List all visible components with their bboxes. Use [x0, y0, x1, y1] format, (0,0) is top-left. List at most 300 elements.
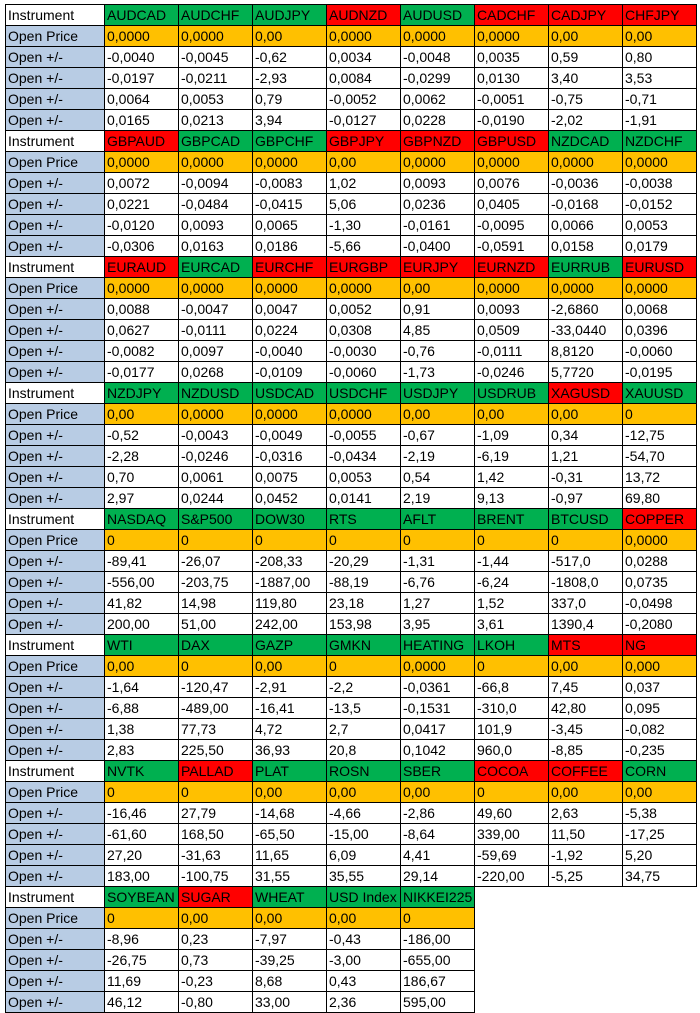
open-change-cell[interactable]: -517,0 [549, 551, 623, 572]
open-change-cell[interactable]: 0,0288 [623, 551, 697, 572]
open-change-label-cell[interactable]: Open +/- [6, 971, 105, 992]
open-change-cell[interactable]: 0,34 [549, 425, 623, 446]
open-change-cell[interactable]: -3,45 [549, 719, 623, 740]
open-price-label-cell[interactable]: Open Price [6, 530, 105, 551]
open-price-cell[interactable]: 0,0000 [253, 404, 327, 425]
open-change-cell[interactable]: 0,79 [253, 89, 327, 110]
open-price-cell[interactable]: 0,0000 [327, 26, 401, 47]
open-change-label-cell[interactable]: Open +/- [6, 467, 105, 488]
open-price-cell[interactable]: 0 [179, 530, 253, 551]
open-change-cell[interactable]: -0,0043 [179, 425, 253, 446]
open-change-cell[interactable]: -2,93 [253, 68, 327, 89]
open-change-cell[interactable]: 0,0064 [105, 89, 179, 110]
open-change-label-cell[interactable]: Open +/- [6, 929, 105, 950]
open-change-cell[interactable]: -2,91 [253, 677, 327, 698]
open-change-label-cell[interactable]: Open +/- [6, 719, 105, 740]
open-change-cell[interactable]: -0,0049 [253, 425, 327, 446]
open-change-cell[interactable]: -66,8 [475, 677, 549, 698]
instrument-name-cell[interactable]: MTS [549, 635, 623, 656]
open-price-cell[interactable]: 0 [105, 908, 179, 929]
open-change-cell[interactable]: 0,73 [179, 950, 253, 971]
open-price-cell[interactable]: 0,0000 [179, 152, 253, 173]
open-change-cell[interactable]: 0,0068 [623, 299, 697, 320]
open-price-cell[interactable]: 0 [475, 656, 549, 677]
open-change-cell[interactable]: 35,55 [327, 866, 401, 887]
open-change-cell[interactable]: 0,80 [623, 47, 697, 68]
open-change-cell[interactable]: -2,28 [105, 446, 179, 467]
open-change-cell[interactable]: -0,0415 [253, 194, 327, 215]
instrument-name-cell[interactable]: NZDJPY [105, 383, 179, 404]
open-change-cell[interactable]: 36,93 [253, 740, 327, 761]
open-price-cell[interactable]: 0,00 [549, 26, 623, 47]
open-change-cell[interactable]: -0,0434 [327, 446, 401, 467]
instrument-name-cell[interactable]: USDRUB [475, 383, 549, 404]
open-change-cell[interactable]: 31,55 [253, 866, 327, 887]
open-change-cell[interactable]: -0,0111 [179, 320, 253, 341]
open-change-cell[interactable]: -0,97 [549, 488, 623, 509]
open-change-label-cell[interactable]: Open +/- [6, 593, 105, 614]
open-change-cell[interactable]: 2,36 [327, 992, 401, 1013]
open-change-cell[interactable]: 0,0075 [253, 467, 327, 488]
open-price-cell[interactable]: 0,00 [401, 782, 475, 803]
instrument-name-cell[interactable]: RTS [327, 509, 401, 530]
open-change-cell[interactable]: 77,73 [179, 719, 253, 740]
open-change-cell[interactable]: -310,0 [475, 698, 549, 719]
open-change-cell[interactable]: -0,0168 [549, 194, 623, 215]
instrument-label-cell[interactable]: Instrument [6, 509, 105, 530]
open-change-cell[interactable]: -0,0161 [401, 215, 475, 236]
open-change-cell[interactable]: 0,0130 [475, 68, 549, 89]
open-change-cell[interactable]: -0,082 [623, 719, 697, 740]
open-price-cell[interactable]: 0,00 [105, 404, 179, 425]
instrument-label-cell[interactable]: Instrument [6, 761, 105, 782]
open-change-label-cell[interactable]: Open +/- [6, 89, 105, 110]
open-change-cell[interactable]: -203,75 [179, 572, 253, 593]
open-change-cell[interactable]: -14,68 [253, 803, 327, 824]
open-change-cell[interactable]: -1,64 [105, 677, 179, 698]
open-change-cell[interactable]: -0,62 [253, 47, 327, 68]
open-change-cell[interactable]: 0,0072 [105, 173, 179, 194]
open-change-cell[interactable]: -6,76 [401, 572, 475, 593]
open-price-cell[interactable]: 0,0000 [253, 152, 327, 173]
open-change-label-cell[interactable]: Open +/- [6, 320, 105, 341]
open-price-cell[interactable]: 0,00 [549, 656, 623, 677]
open-change-cell[interactable]: -0,0083 [253, 173, 327, 194]
open-change-label-cell[interactable]: Open +/- [6, 425, 105, 446]
open-change-cell[interactable]: 3,95 [401, 614, 475, 635]
instrument-name-cell[interactable]: SUGAR [179, 887, 253, 908]
open-change-cell[interactable]: 0,0062 [401, 89, 475, 110]
open-change-cell[interactable]: -2,86 [401, 803, 475, 824]
open-change-cell[interactable]: -6,19 [475, 446, 549, 467]
open-change-cell[interactable]: -16,41 [253, 698, 327, 719]
open-change-cell[interactable]: 27,79 [179, 803, 253, 824]
open-change-cell[interactable]: -54,70 [623, 446, 697, 467]
open-change-cell[interactable]: -0,0361 [401, 677, 475, 698]
open-change-cell[interactable]: 0,0308 [327, 320, 401, 341]
open-change-cell[interactable]: -1,44 [475, 551, 549, 572]
open-change-cell[interactable]: -0,235 [623, 740, 697, 761]
open-change-cell[interactable]: 5,20 [623, 845, 697, 866]
open-change-cell[interactable]: 242,00 [253, 614, 327, 635]
open-change-cell[interactable]: 11,69 [105, 971, 179, 992]
open-change-cell[interactable]: 0,0236 [401, 194, 475, 215]
instrument-name-cell[interactable]: HEATING [401, 635, 475, 656]
instrument-name-cell[interactable]: EURCHF [253, 257, 327, 278]
open-price-cell[interactable]: 0,0000 [179, 26, 253, 47]
open-change-cell[interactable]: 0,0268 [179, 362, 253, 383]
instrument-name-cell[interactable]: AUDCAD [105, 5, 179, 26]
open-price-cell[interactable]: 0 [105, 530, 179, 551]
instrument-name-cell[interactable]: SBER [401, 761, 475, 782]
open-price-cell[interactable]: 0,0000 [475, 152, 549, 173]
open-change-cell[interactable]: 3,61 [475, 614, 549, 635]
open-change-cell[interactable]: -0,67 [401, 425, 475, 446]
instrument-name-cell[interactable]: BTCUSD [549, 509, 623, 530]
open-change-cell[interactable]: 0,0509 [475, 320, 549, 341]
open-change-cell[interactable]: 337,0 [549, 593, 623, 614]
open-change-cell[interactable]: -12,75 [623, 425, 697, 446]
open-price-cell[interactable]: 0 [179, 656, 253, 677]
open-change-cell[interactable]: 2,97 [105, 488, 179, 509]
open-change-cell[interactable]: -0,0246 [179, 446, 253, 467]
open-change-cell[interactable]: 119,80 [253, 593, 327, 614]
open-change-cell[interactable]: 2,63 [549, 803, 623, 824]
open-price-cell[interactable]: 0,00 [253, 782, 327, 803]
instrument-name-cell[interactable]: DAX [179, 635, 253, 656]
open-price-cell[interactable]: 0,0000 [327, 404, 401, 425]
open-change-cell[interactable]: 0,0452 [253, 488, 327, 509]
open-change-label-cell[interactable]: Open +/- [6, 845, 105, 866]
open-change-cell[interactable]: -0,0190 [475, 110, 549, 131]
open-change-cell[interactable]: 69,80 [623, 488, 697, 509]
open-change-cell[interactable]: 0,0097 [179, 341, 253, 362]
open-change-cell[interactable]: -0,0498 [623, 593, 697, 614]
open-price-cell[interactable]: 0,0000 [105, 278, 179, 299]
instrument-name-cell[interactable]: EURUSD [623, 257, 697, 278]
open-change-label-cell[interactable]: Open +/- [6, 950, 105, 971]
open-change-label-cell[interactable]: Open +/- [6, 47, 105, 68]
open-change-cell[interactable]: -17,25 [623, 824, 697, 845]
open-change-cell[interactable]: 0,0405 [475, 194, 549, 215]
open-change-cell[interactable]: 0,0179 [623, 236, 697, 257]
open-change-cell[interactable]: -0,0036 [549, 173, 623, 194]
open-change-cell[interactable]: -26,75 [105, 950, 179, 971]
open-change-cell[interactable]: -15,00 [327, 824, 401, 845]
open-price-label-cell[interactable]: Open Price [6, 278, 105, 299]
open-change-cell[interactable]: -0,71 [623, 89, 697, 110]
open-change-cell[interactable]: 225,50 [179, 740, 253, 761]
open-change-cell[interactable]: 0,0627 [105, 320, 179, 341]
instrument-name-cell[interactable]: GBPUSD [475, 131, 549, 152]
open-change-cell[interactable]: 0,0158 [549, 236, 623, 257]
instrument-name-cell[interactable]: EURJPY [401, 257, 475, 278]
open-change-cell[interactable]: -0,0060 [327, 362, 401, 383]
open-price-cell[interactable]: 0,0000 [401, 26, 475, 47]
open-change-cell[interactable]: 0,0093 [401, 173, 475, 194]
open-change-cell[interactable]: -8,85 [549, 740, 623, 761]
open-change-cell[interactable]: 0,23 [179, 929, 253, 950]
open-change-cell[interactable]: -7,97 [253, 929, 327, 950]
open-change-label-cell[interactable]: Open +/- [6, 236, 105, 257]
open-change-cell[interactable]: -0,31 [549, 467, 623, 488]
instrument-name-cell[interactable]: LKOH [475, 635, 549, 656]
open-change-cell[interactable]: -1,31 [401, 551, 475, 572]
open-price-cell[interactable]: 0,00 [623, 26, 697, 47]
open-change-cell[interactable]: 0,0061 [179, 467, 253, 488]
open-change-cell[interactable]: 0,0053 [327, 467, 401, 488]
open-change-cell[interactable]: -5,25 [549, 866, 623, 887]
open-change-cell[interactable]: 595,00 [401, 992, 475, 1013]
instrument-name-cell[interactable]: NZDUSD [179, 383, 253, 404]
open-change-cell[interactable]: 0,037 [623, 677, 697, 698]
open-change-cell[interactable]: -2,6860 [549, 299, 623, 320]
open-change-cell[interactable]: -59,69 [475, 845, 549, 866]
open-change-cell[interactable]: -2,02 [549, 110, 623, 131]
open-price-cell[interactable]: 0,0000 [105, 26, 179, 47]
open-change-cell[interactable]: 4,72 [253, 719, 327, 740]
open-change-cell[interactable]: 20,8 [327, 740, 401, 761]
open-change-cell[interactable]: 0,095 [623, 698, 697, 719]
open-price-cell[interactable]: 0,00 [623, 782, 697, 803]
instrument-name-cell[interactable]: DOW30 [253, 509, 327, 530]
open-price-label-cell[interactable]: Open Price [6, 782, 105, 803]
open-change-cell[interactable]: -8,64 [401, 824, 475, 845]
open-change-cell[interactable]: 0,0735 [623, 572, 697, 593]
open-change-cell[interactable]: 0,0035 [475, 47, 549, 68]
open-change-cell[interactable]: -0,0030 [327, 341, 401, 362]
instrument-name-cell[interactable]: COFFEE [549, 761, 623, 782]
open-change-cell[interactable]: 1,02 [327, 173, 401, 194]
open-price-cell[interactable]: 0,00 [401, 404, 475, 425]
instrument-name-cell[interactable]: EURRUB [549, 257, 623, 278]
instrument-name-cell[interactable]: AUDNZD [327, 5, 401, 26]
open-change-cell[interactable]: -4,66 [327, 803, 401, 824]
open-change-label-cell[interactable]: Open +/- [6, 110, 105, 131]
open-change-cell[interactable]: 27,20 [105, 845, 179, 866]
instrument-label-cell[interactable]: Instrument [6, 383, 105, 404]
open-price-label-cell[interactable]: Open Price [6, 404, 105, 425]
instrument-name-cell[interactable]: NG [623, 635, 697, 656]
instrument-name-cell[interactable]: CADJPY [549, 5, 623, 26]
instrument-name-cell[interactable]: NASDAQ [105, 509, 179, 530]
open-change-cell[interactable]: -0,0484 [179, 194, 253, 215]
open-price-label-cell[interactable]: Open Price [6, 26, 105, 47]
instrument-name-cell[interactable]: COCOA [475, 761, 549, 782]
open-change-cell[interactable]: -0,0040 [105, 47, 179, 68]
open-change-cell[interactable]: -39,25 [253, 950, 327, 971]
open-price-cell[interactable]: 0,0000 [401, 656, 475, 677]
open-change-cell[interactable]: -61,60 [105, 824, 179, 845]
open-change-cell[interactable]: 13,72 [623, 467, 697, 488]
open-change-cell[interactable]: 3,40 [549, 68, 623, 89]
open-change-cell[interactable]: 7,45 [549, 677, 623, 698]
open-change-cell[interactable]: -0,0177 [105, 362, 179, 383]
open-price-cell[interactable]: 0,00 [253, 656, 327, 677]
open-change-label-cell[interactable]: Open +/- [6, 614, 105, 635]
open-change-cell[interactable]: -0,0197 [105, 68, 179, 89]
open-change-cell[interactable]: -0,75 [549, 89, 623, 110]
open-change-cell[interactable]: -0,0048 [401, 47, 475, 68]
instrument-name-cell[interactable]: CHFJPY [623, 5, 697, 26]
open-change-cell[interactable]: 34,75 [623, 866, 697, 887]
open-change-cell[interactable]: 0,0093 [475, 299, 549, 320]
open-change-cell[interactable]: 6,09 [327, 845, 401, 866]
open-change-cell[interactable]: -0,0400 [401, 236, 475, 257]
open-change-cell[interactable]: -0,80 [179, 992, 253, 1013]
open-change-cell[interactable]: -2,2 [327, 677, 401, 698]
open-change-cell[interactable]: 11,65 [253, 845, 327, 866]
open-change-cell[interactable]: -0,0055 [327, 425, 401, 446]
open-price-label-cell[interactable]: Open Price [6, 656, 105, 677]
instrument-name-cell[interactable]: PALLAD [179, 761, 253, 782]
open-change-cell[interactable]: -220,00 [475, 866, 549, 887]
open-change-cell[interactable]: -0,0052 [327, 89, 401, 110]
instrument-name-cell[interactable]: GAZP [253, 635, 327, 656]
open-change-cell[interactable]: 186,67 [401, 971, 475, 992]
open-change-label-cell[interactable]: Open +/- [6, 362, 105, 383]
instrument-name-cell[interactable]: NZDCHF [623, 131, 697, 152]
open-price-cell[interactable]: 0,0000 [475, 26, 549, 47]
instrument-name-cell[interactable]: WHEAT [253, 887, 327, 908]
open-change-cell[interactable]: -3,00 [327, 950, 401, 971]
open-change-cell[interactable]: 5,7720 [549, 362, 623, 383]
open-change-cell[interactable]: 42,80 [549, 698, 623, 719]
open-price-cell[interactable]: 0 [549, 530, 623, 551]
instrument-label-cell[interactable]: Instrument [6, 131, 105, 152]
open-price-cell[interactable]: 0 [327, 530, 401, 551]
open-change-cell[interactable]: -0,0047 [179, 299, 253, 320]
instrument-name-cell[interactable]: GBPCHF [253, 131, 327, 152]
open-price-cell[interactable]: 0,000 [623, 656, 697, 677]
open-price-cell[interactable]: 0,00 [549, 404, 623, 425]
open-change-cell[interactable]: -0,0120 [105, 215, 179, 236]
open-change-cell[interactable]: 3,53 [623, 68, 697, 89]
open-change-cell[interactable]: -208,33 [253, 551, 327, 572]
instrument-name-cell[interactable]: XAGUSD [549, 383, 623, 404]
open-change-cell[interactable]: -556,00 [105, 572, 179, 593]
instrument-name-cell[interactable]: NIKKEI225 [401, 887, 475, 908]
open-change-cell[interactable]: 8,68 [253, 971, 327, 992]
open-change-cell[interactable]: -1,09 [475, 425, 549, 446]
open-change-cell[interactable]: 49,60 [475, 803, 549, 824]
open-change-cell[interactable]: 5,06 [327, 194, 401, 215]
open-price-cell[interactable]: 0,0000 [549, 278, 623, 299]
open-change-cell[interactable]: 0,0224 [253, 320, 327, 341]
instrument-name-cell[interactable]: EURGBP [327, 257, 401, 278]
instrument-name-cell[interactable]: NVTK [105, 761, 179, 782]
open-change-label-cell[interactable]: Open +/- [6, 299, 105, 320]
open-change-cell[interactable]: -1887,00 [253, 572, 327, 593]
open-change-cell[interactable]: -5,66 [327, 236, 401, 257]
instrument-name-cell[interactable]: EURAUD [105, 257, 179, 278]
open-change-cell[interactable]: 0,0186 [253, 236, 327, 257]
open-change-label-cell[interactable]: Open +/- [6, 488, 105, 509]
open-change-cell[interactable]: -100,75 [179, 866, 253, 887]
instrument-name-cell[interactable]: ROSN [327, 761, 401, 782]
open-price-cell[interactable]: 0 [327, 656, 401, 677]
open-change-cell[interactable]: 0,0084 [327, 68, 401, 89]
open-change-cell[interactable]: 51,00 [179, 614, 253, 635]
open-change-cell[interactable]: 0,0065 [253, 215, 327, 236]
open-change-cell[interactable]: -0,0152 [623, 194, 697, 215]
open-change-label-cell[interactable]: Open +/- [6, 551, 105, 572]
open-change-cell[interactable]: -6,88 [105, 698, 179, 719]
open-price-cell[interactable]: 0 [179, 782, 253, 803]
open-change-cell[interactable]: 0,43 [327, 971, 401, 992]
open-price-cell[interactable]: 0,00 [105, 656, 179, 677]
instrument-label-cell[interactable]: Instrument [6, 257, 105, 278]
open-change-cell[interactable]: 0,0141 [327, 488, 401, 509]
open-change-cell[interactable]: -0,76 [401, 341, 475, 362]
open-price-cell[interactable]: 0,00 [253, 908, 327, 929]
instrument-name-cell[interactable]: SOYBEAN [105, 887, 179, 908]
open-change-cell[interactable]: 0,0163 [179, 236, 253, 257]
open-change-cell[interactable]: 0,59 [549, 47, 623, 68]
open-price-cell[interactable]: 0,00 [549, 782, 623, 803]
open-price-cell[interactable]: 0,00 [327, 908, 401, 929]
open-change-cell[interactable]: -655,00 [401, 950, 475, 971]
open-change-cell[interactable]: -0,0082 [105, 341, 179, 362]
open-price-cell[interactable]: 0,0000 [105, 152, 179, 173]
open-price-cell[interactable]: 0 [475, 530, 549, 551]
open-change-cell[interactable]: 4,85 [401, 320, 475, 341]
open-price-cell[interactable]: 0 [105, 782, 179, 803]
open-change-cell[interactable]: -88,19 [327, 572, 401, 593]
open-price-cell[interactable]: 0,0000 [623, 152, 697, 173]
instrument-label-cell[interactable]: Instrument [6, 5, 105, 26]
open-change-cell[interactable]: -5,38 [623, 803, 697, 824]
open-change-cell[interactable]: 0,0053 [179, 89, 253, 110]
open-price-cell[interactable]: 0,00 [327, 782, 401, 803]
open-price-cell[interactable]: 0 [253, 530, 327, 551]
open-change-cell[interactable]: 3,94 [253, 110, 327, 131]
open-change-cell[interactable]: -1,92 [549, 845, 623, 866]
open-change-cell[interactable]: -2,19 [401, 446, 475, 467]
open-change-cell[interactable]: -33,0440 [549, 320, 623, 341]
open-price-cell[interactable]: 0,00 [475, 404, 549, 425]
open-change-cell[interactable]: 101,9 [475, 719, 549, 740]
open-change-cell[interactable]: 0,0221 [105, 194, 179, 215]
open-change-label-cell[interactable]: Open +/- [6, 572, 105, 593]
open-change-cell[interactable]: -0,0094 [179, 173, 253, 194]
open-change-cell[interactable]: -0,23 [179, 971, 253, 992]
open-change-cell[interactable]: -0,0045 [179, 47, 253, 68]
open-change-cell[interactable]: -31,63 [179, 845, 253, 866]
open-change-cell[interactable]: 1,21 [549, 446, 623, 467]
open-change-cell[interactable]: -0,43 [327, 929, 401, 950]
open-change-cell[interactable]: -1,30 [327, 215, 401, 236]
open-price-cell[interactable]: 0,0000 [475, 278, 549, 299]
open-change-cell[interactable]: 2,19 [401, 488, 475, 509]
open-price-cell[interactable]: 0 [475, 782, 549, 803]
open-price-label-cell[interactable]: Open Price [6, 908, 105, 929]
open-change-cell[interactable]: -0,0591 [475, 236, 549, 257]
open-price-cell[interactable]: 0,00 [401, 278, 475, 299]
open-change-cell[interactable]: 0,0213 [179, 110, 253, 131]
instrument-name-cell[interactable]: USDCAD [253, 383, 327, 404]
open-change-cell[interactable]: 1,42 [475, 467, 549, 488]
open-change-cell[interactable]: -16,46 [105, 803, 179, 824]
open-change-cell[interactable]: 0,0052 [327, 299, 401, 320]
open-change-cell[interactable]: -0,0246 [475, 362, 549, 383]
open-change-cell[interactable]: 4,41 [401, 845, 475, 866]
open-change-cell[interactable]: 960,0 [475, 740, 549, 761]
open-change-cell[interactable]: 41,82 [105, 593, 179, 614]
open-change-cell[interactable]: -8,96 [105, 929, 179, 950]
open-change-cell[interactable]: 0,0093 [179, 215, 253, 236]
open-price-label-cell[interactable]: Open Price [6, 152, 105, 173]
